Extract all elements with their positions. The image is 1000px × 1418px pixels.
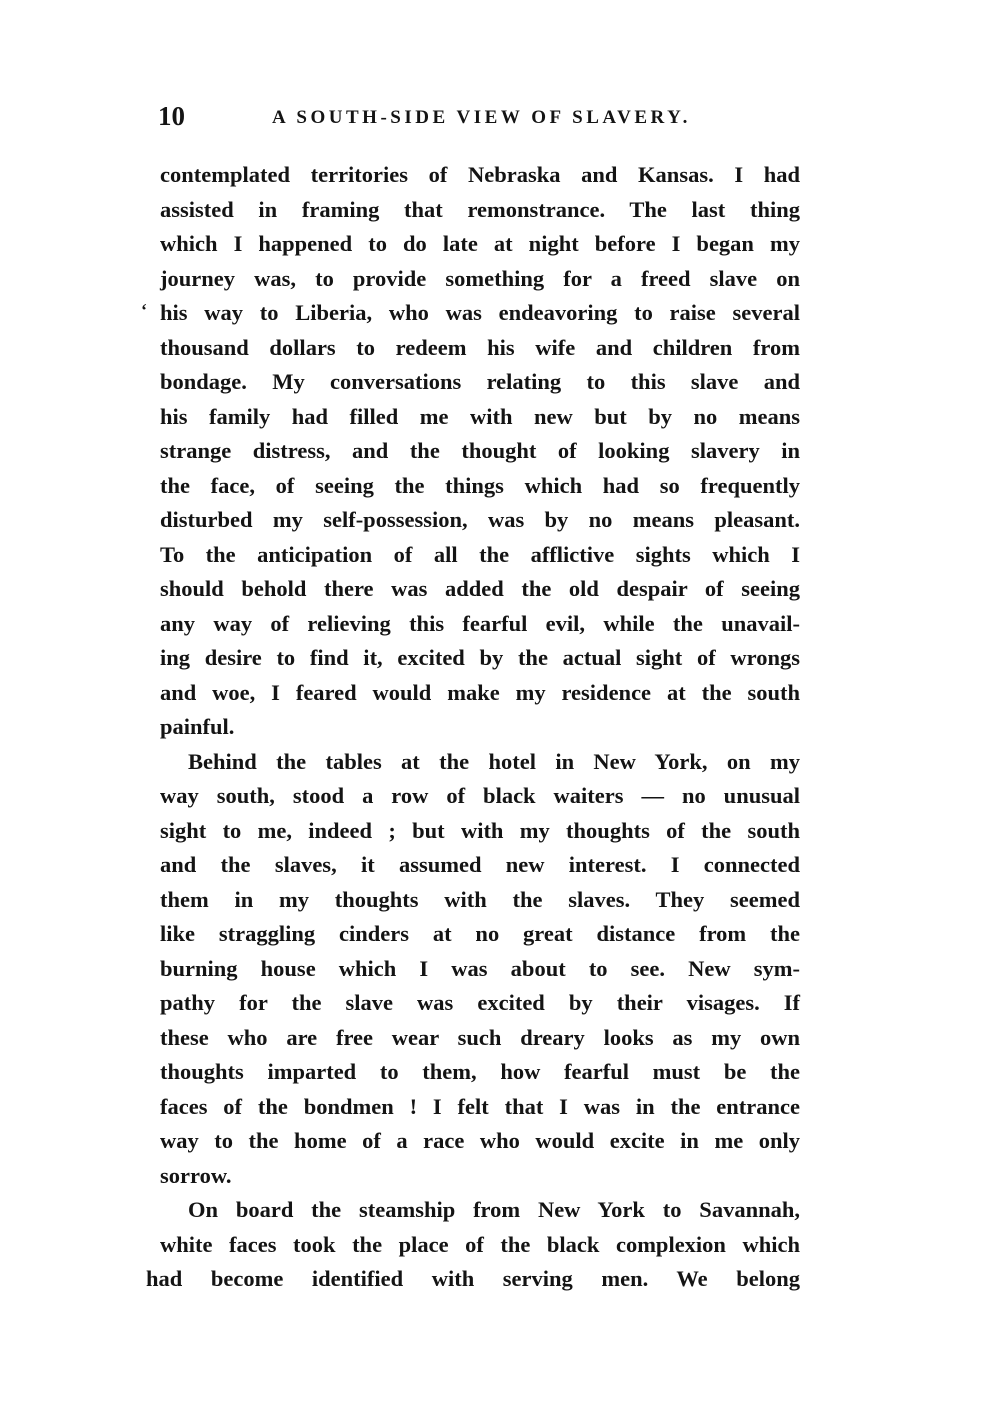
text-line: burning house which I was about to see. New sym-: [160, 955, 800, 981]
text-line: To the anticipation of all the afflictive sights which I: [160, 541, 800, 567]
text-line: thoughts imparted to them, how fearful must be the: [160, 1059, 800, 1084]
text-line: white faces took the place of the black complexion which: [160, 1231, 800, 1257]
text-line: sorrow.: [160, 1162, 232, 1188]
text-line: way to the home of a race who would excite in me only: [160, 1128, 800, 1153]
text-line: should behold there was added the old despair of seeing: [160, 576, 800, 601]
text-line: his family had filled me with new but by no means: [160, 403, 800, 429]
text-line: them in my thoughts with the slaves. They seemed: [160, 886, 800, 912]
text-line: Behind the tables at the hotel in New York, on my: [188, 748, 800, 774]
text-line: bondage. My conversations relating to this slave and: [160, 369, 800, 394]
text-line: any way of relieving this fearful evil, while the unavail-: [160, 610, 800, 636]
text-line: which I happened to do late at night before I began my: [160, 231, 800, 256]
text-line: his way to Liberia, who was endeavoring to raise several: [160, 300, 800, 325]
text-line: the face, of seeing the things which had so frequently: [160, 472, 800, 498]
text-line: assisted in framing that remonstrance. The last thing: [160, 196, 800, 222]
text-line: these who are free wear such dreary looks as my own: [160, 1024, 800, 1050]
running-title: A SOUTH-SIDE VIEW OF SLAVERY.: [272, 107, 691, 128]
text-line: painful.: [160, 714, 235, 739]
text-line: On board the steamship from New York to Savannah,: [188, 1197, 800, 1222]
text-line: sight to me, indeed ; but with my thoughts of the south: [160, 817, 800, 843]
text-line: and the slaves, it assumed new interest. I connected: [160, 852, 800, 877]
text-line: disturbed my self-possession, was by no means pleasant.: [160, 507, 800, 532]
text-line: ing desire to find it, excited by the actual sight of wrongs: [160, 645, 800, 670]
text-line: pathy for the slave was excited by their visages. If: [160, 990, 800, 1015]
text-line: strange distress, and the thought of looking slavery in: [160, 438, 800, 463]
text-line: had become identified with serving men. We belong: [146, 1266, 800, 1291]
text-line: thousand dollars to redeem his wife and children from: [160, 334, 800, 360]
text-line: contemplated territories of Nebraska and Kansas. I had: [160, 162, 800, 187]
body-text: [146, 158, 800, 1297]
text-line: like straggling cinders at no great distance from the: [160, 921, 800, 946]
margin-mark: ‘: [141, 300, 147, 320]
text-line: and woe, I feared would make my residence at the south: [160, 679, 800, 705]
text-line: faces of the bondmen ! I felt that I was in the entrance: [160, 1093, 800, 1119]
text-line: way south, stood a row of black waiters — no unusual: [160, 783, 800, 808]
page-header: [158, 96, 798, 136]
page-number: 10: [158, 101, 185, 131]
text-line: journey was, to provide something for a freed slave on: [160, 265, 800, 291]
